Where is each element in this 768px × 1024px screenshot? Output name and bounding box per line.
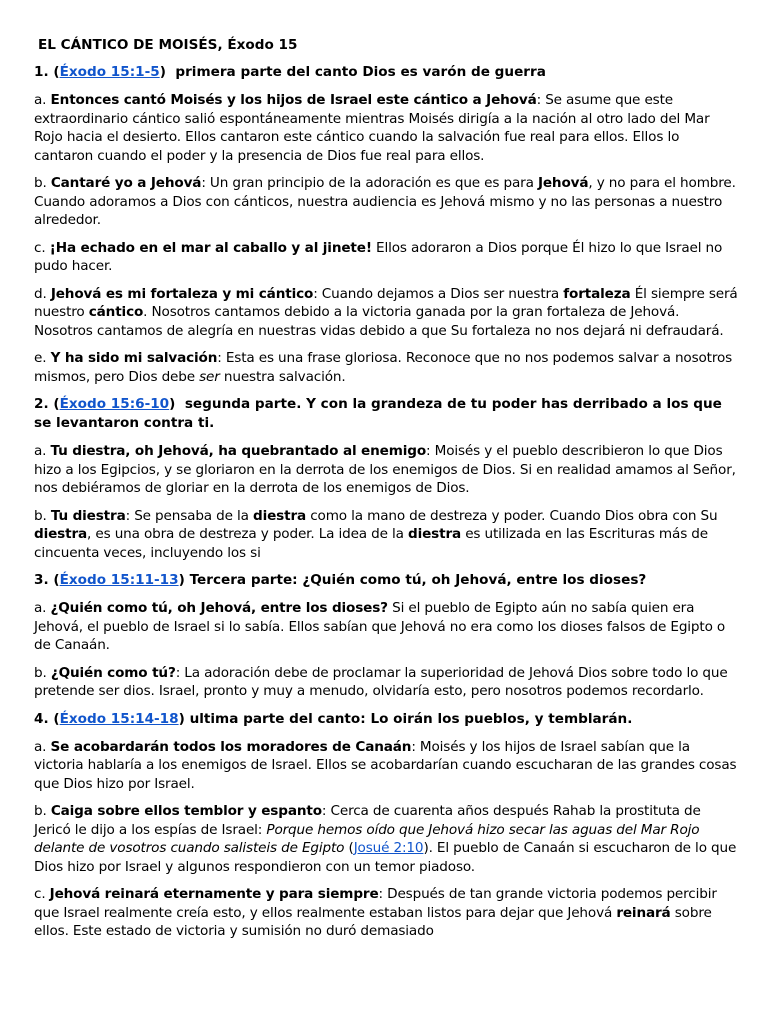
scripture-link-exodo-15-14-18[interactable]: Éxodo 15:14-18 [59,710,179,727]
section-heading-text: Tercera parte: ¿Quién como tú, oh Jehová, entre los dioses? [189,572,647,588]
scripture-link-exodo-15-1-5[interactable]: Éxodo 15:1-5 [59,64,160,80]
section-1-item-e: e. Y ha sido mi salvación: Esta es una frase gloriosa. Reconoce que no nos podemos salvar a nosotros mismos, pero Dios debe ser nuestra salvación. [34,350,733,385]
document-title: EL CÁNTICO DE MOISÉS, Éxodo 15 [38,37,298,53]
section-heading-1: 1. (Éxodo 15:1-5) primera parte del canto Dios es varón de guerra [34,64,546,80]
scripture-link-josue-2-10[interactable]: Josué 2:10 [353,840,424,856]
section-1-item-b: b. Cantaré yo a Jehová: Un gran principio de la adoración es que es para Jehová, y no para el hombre. Cuando adoramos a Dios con cánticos, nuestra audiencia es Jehová mismo y no las personas a nuestro alrededor. [34,175,736,228]
section-2-item-b: b. Tu diestra: Se pensaba de la diestra como la mano de destreza y poder. Cuando Dios obra con Su diestra, es una obra de destreza y poder. La idea de la diestra es utilizada en las Escrituras más de cincuenta veces, incluyendo los si [34,507,718,561]
scripture-link-exodo-15-11-13[interactable]: Éxodo 15:11-13 [59,572,179,588]
section-heading-3: 3. (Éxodo 15:11-13) Tercera parte: ¿Quién como tú, oh Jehová, entre los dioses? [34,572,647,588]
section-4-item-a: a. Se acobardarán todos los moradores de Canaán: Moisés y los hijos de Israel sabían que la victoria hablaría a los enemigos de Israel. Ellos se acobardarían cuando escucharan de las grandes cosas que Dios hizo por Israel. [34,738,737,792]
section-2-item-a: a. Tu diestra, oh Jehová, ha quebrantado al enemigo: Moisés y el pueblo describieron lo que Dios hizo a los Egipcios, y se gloriaron en la derrota de los enemigos de Dios. Si en realidad amamos al Señor, nos debiéramos de gloriar en la derrota de los enemigos de Dios. [34,443,736,496]
section-1-item-d: d. Jehová es mi fortaleza y mi cántico: Cuando dejamos a Dios ser nuestra fortaleza Él siempre será nuestro cántico. Nosotros cantamos debido a la victoria ganada por la gran fortaleza de Jehová. Nosotros cantamos de alegría en nuestras vidas debido a que Su fortaleza no nos dejará ni defraudará. [34,285,738,339]
section-number: 2. [34,396,49,412]
section-heading-text: ultima parte del canto: Lo oirán los pueblos, y temblarán. [189,710,633,727]
section-1-item-a: a. Entonces cantó Moisés y los hijos de Israel este cántico a Jehová: Se asume que este extraordinario cántico salió espontáneamente mientras Moisés dirigía a la nación al otro lado del Mar Rojo hacia el desierto. Ellos cantaron este cántico cuando la salvación fue real para ellos. Ellos lo cantaron cuando el poder y la presencia de Dios fue real para ellos. [34,92,710,164]
section-1-item-c: c. ¡Ha echado en el mar al caballo y al jinete! Ellos adoraron a Dios porque Él hizo lo que Israel no pudo hacer. [34,239,723,274]
section-4-item-c: c. Jehová reinará eternamente y para siempre: Después de tan grande victoria podemos percibir que Israel realmente creía esto, y ellos realmente estaban listos para dejar que Jehová reinará sobre ellos. Este estado de victoria y sumisión no duró demasiado [34,886,717,939]
section-number: 4. [34,710,49,727]
section-number: 3. [34,572,49,588]
scripture-link-exodo-15-6-10[interactable]: Éxodo 15:6-10 [59,396,170,412]
section-3-item-b: b. ¿Quién como tú?: La adoración debe de proclamar la superioridad de Jehová Dios sobre todo lo que pretende ser dios. Israel, pronto y muy a menudo, olvidaría esto, pero nosotros podemos recordarlo. [34,664,728,699]
section-3-item-a: a. ¿Quién como tú, oh Jehová, entre los dioses? Si el pueblo de Egipto aún no sabía quien era Jehová, el pueblo de Israel si lo sabía. Ellos sabían que Jehová no era como los dioses falsos de Egipto o de Canaán. [34,600,726,653]
section-heading-text: primera parte del canto Dios es varón de guerra [175,64,546,80]
section-4-item-b: b. Caiga sobre ellos temblor y espanto: Cerca de cuarenta años después Rahab la prostituta de Jericó le dijo a los espías de Israel: Porque hemos oído que Jehová hizo secar las aguas del Mar Rojo delante de vosotros cuando salisteis de Egipto (Josué 2:10). El pueblo de Canaán si escucharon de lo que Dios hizo por Israel y algunos respondieron con un temor piadoso. [34,803,737,875]
section-heading-2: 2. (Éxodo 15:6-10) segunda parte. Y con la grandeza de tu poder has derribado a los que se levantaron contra ti. [34,396,722,431]
section-heading-4: 4. (Éxodo 15:14-18) ultima parte del canto: Lo oirán los pueblos, y temblarán. [34,710,633,727]
section-heading-text: segunda parte. Y con la grandeza de tu poder has derribado a los que se levantaron contra ti. [34,396,722,431]
section-number: 1. [34,64,49,80]
